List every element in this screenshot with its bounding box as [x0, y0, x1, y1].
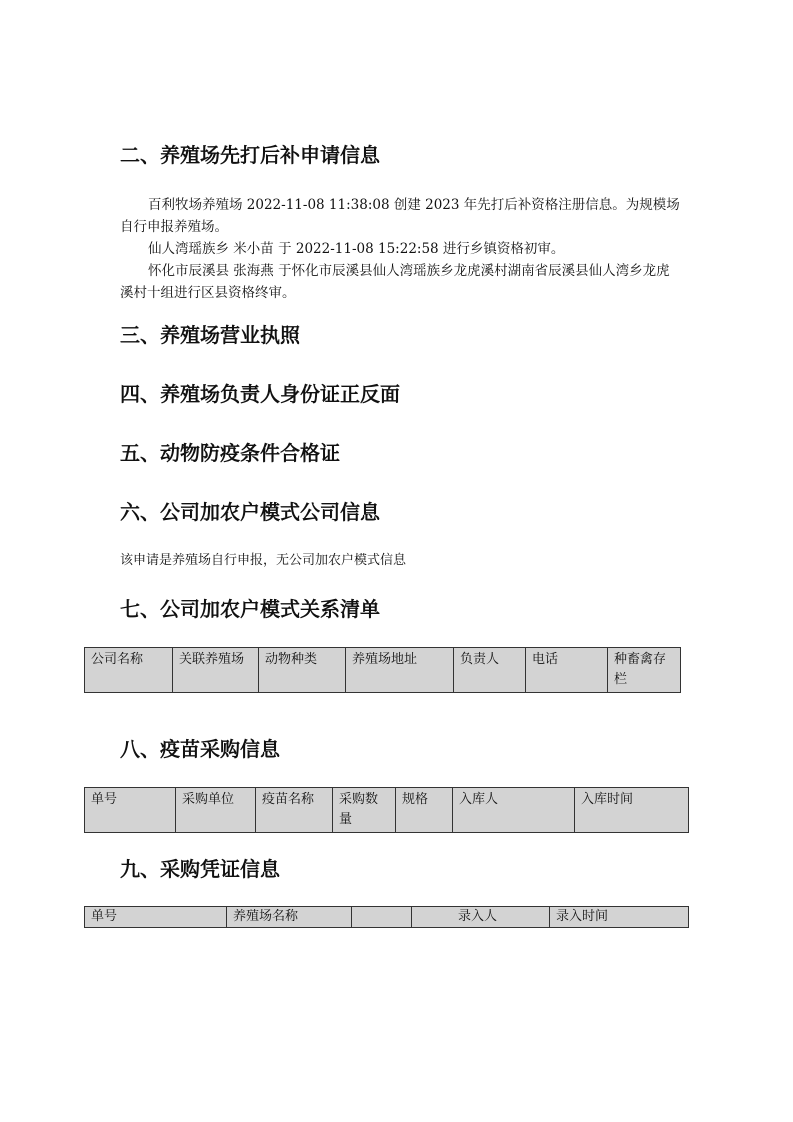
header-cell [352, 907, 412, 928]
table-header-row [85, 907, 689, 928]
header-cell: 单号 [85, 788, 176, 833]
header-cell: 规格 [396, 788, 453, 833]
company-info-note: 该申请是养殖场自行申报，无公司加农户模式信息 [120, 553, 407, 568]
header-cell: 动物种类 [259, 648, 346, 693]
header-cell: 关联养殖场 [173, 648, 259, 693]
section-3-title: 三、养殖场营业执照 [120, 323, 300, 347]
header-cell: 录入人 [412, 907, 550, 928]
header-cell: 公司名称 [85, 648, 173, 693]
section-7-title: 七、公司加农户模式关系清单 [120, 597, 380, 621]
table-header-row [85, 788, 689, 833]
header-cell: 采购数量 [333, 788, 396, 833]
relation-list-table [84, 647, 681, 693]
header-cell: 负责人 [454, 648, 526, 693]
section-8-title: 八、疫苗采购信息 [120, 737, 280, 761]
section-5-title: 五、动物防疫条件合格证 [120, 441, 340, 465]
header-cell: 入库人 [453, 788, 575, 833]
header-cell: 录入时间 [550, 907, 689, 928]
header-cell: 养殖场名称 [227, 907, 352, 928]
header-cell: 养殖场地址 [346, 648, 454, 693]
county-review-paragraph: 怀化市辰溪县 张海燕 于怀化市辰溪县仙人湾瑶族乡龙虎溪村湖南省辰溪县仙人湾乡龙虎溪村十组进行区县资格终审。 [120, 263, 670, 301]
section-4-title: 四、养殖场负责人身份证正反面 [120, 382, 400, 406]
header-cell: 疫苗名称 [256, 788, 333, 833]
vaccine-purchase-table [84, 787, 689, 833]
application-paragraph: 百利牧场养殖场 2022-11-08 11:38:08 创建 2023 年先打后补资格注册信息。为规模场自行申报养殖场。 [120, 197, 680, 235]
purchase-voucher-table [84, 906, 689, 928]
header-cell: 种畜禽存栏 [608, 648, 681, 693]
table-header-row [85, 648, 681, 693]
header-cell: 电话 [526, 648, 608, 693]
section-9-title: 九、采购凭证信息 [120, 857, 280, 881]
header-cell: 采购单位 [176, 788, 256, 833]
section-2-title: 二、养殖场先打后补申请信息 [120, 143, 380, 167]
township-review-paragraph: 仙人湾瑶族乡 米小苗 于 2022-11-08 15:22:58 进行乡镇资格初审。 [148, 241, 565, 257]
section-6-title: 六、公司加农户模式公司信息 [120, 500, 380, 524]
header-cell: 入库时间 [575, 788, 689, 833]
header-cell: 单号 [85, 907, 227, 928]
